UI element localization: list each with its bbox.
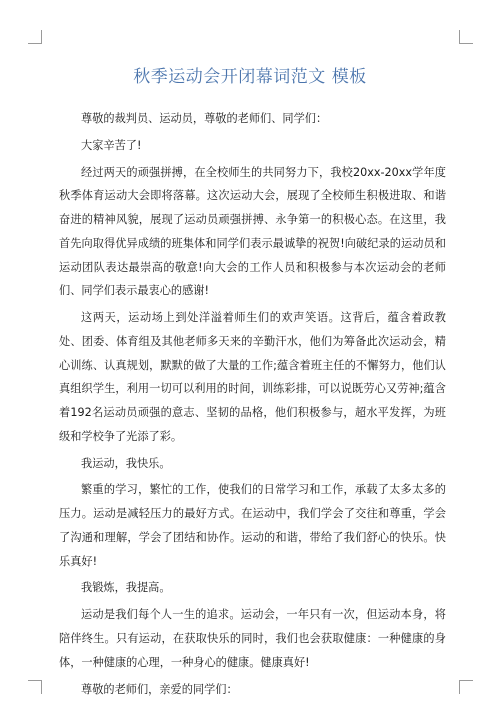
closing-salutation: 尊敬的老师们，亲爱的同学们： — [81, 682, 238, 696]
crop-mark-bottom-right — [459, 680, 473, 694]
document-body — [59, 107, 446, 705]
crop-mark-top-left — [28, 30, 42, 44]
salutation: 尊敬的裁判员、运动员，尊敬的老师们、同学们： — [81, 112, 328, 125]
section-line: 我锻炼，我提高。 — [81, 581, 171, 595]
section-line: 我运动，我快乐。 — [81, 456, 171, 470]
paragraph: 繁重的学习，繁忙的工作，使我们的日常学习和工作，承载了太多太多的压力。运动是减轻压力的最好方式。在运动中，我们学会了交往和尊重，学会了沟通和理解，学会了团结和协作。运动的和谐，带给了我们舒心的快乐。快乐真好! — [59, 483, 446, 568]
greeting: 大家辛苦了! — [81, 138, 142, 152]
paragraph: 这两天，运动场上到处洋溢着师生们的欢声笑语。这背后，蕴含着政教处、团委、体育组及其他老师多天来的辛勤汗水，他们为筹备此次运动会，精心训练、认真规划，默默的做了大量的工作;蕴含着班主任的不懈努力，他们认真组织学生，利用一切可以利用的时间，训练彩排，可以说既劳心又劳神;蕴含着192名运动员顽强的意志、坚韧的品格，他们积极参与，超水平发挥，为班级和学校争了光添了彩。 — [59, 311, 446, 443]
paragraph: 运动是我们每个人一生的追求。运动会，一年只有一次，但运动本身，将陪伴终生。只有运动，在获取快乐的同时，我们也会获取健康：一种健康的身体，一种健康的心理，一种身心的健康。健康真好! — [59, 608, 446, 669]
paragraph: 经过两天的顽强拼搏，在全校师生的共同努力下，我校20xx-20xx学年度秋季体育运动大会即将落幕。这次运动大会，展现了全校师生积极进取、和谐奋进的精神风貌，展现了运动员顽强拼搏、永争第一的积极心态。在这里，我首先向取得优异成绩的班集体和同学们表示最诚挚的祝贺!向破纪录的运动员和运动团队表达最崇高的敬意!向大会的工作人员和积极参与本次运动会的老师们、同学们表示最衷心的感谢! — [59, 165, 446, 298]
crop-mark-bottom-left — [28, 680, 42, 694]
document-title: 秋季运动会开闭幕词范文 模板 — [133, 67, 367, 87]
crop-mark-top-right — [459, 30, 473, 44]
